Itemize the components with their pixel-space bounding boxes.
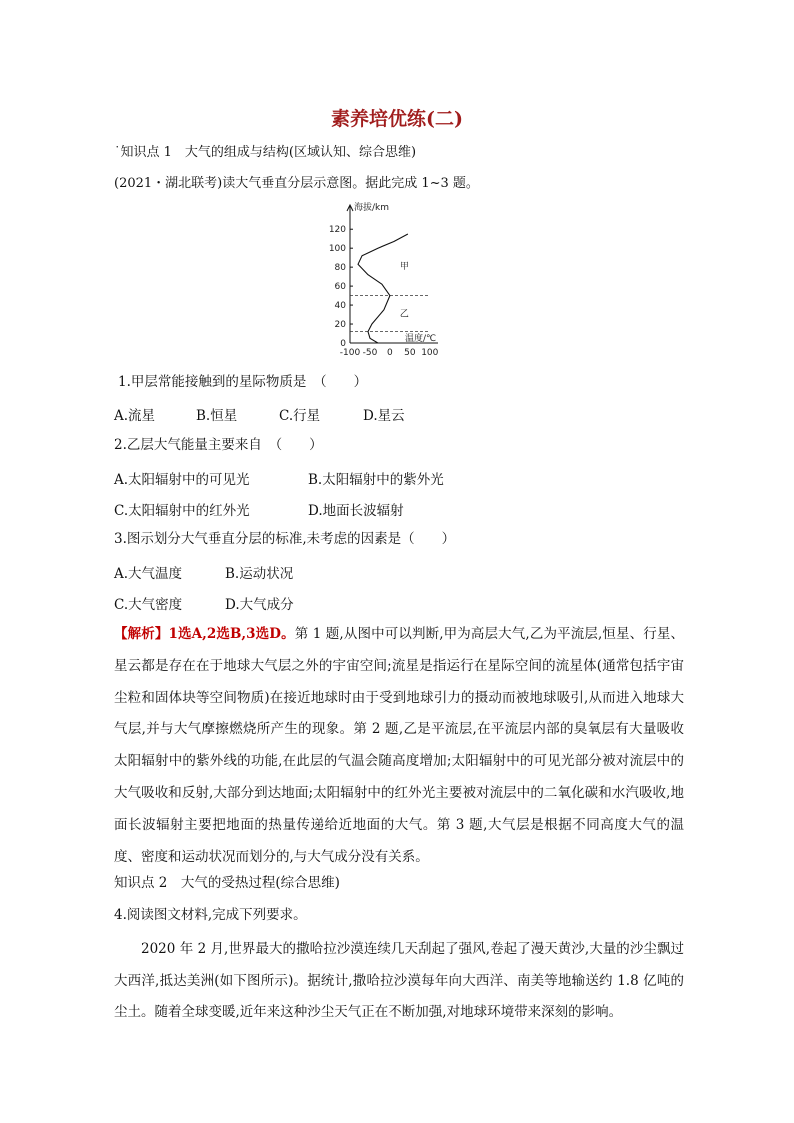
x-tick-label: -100	[339, 348, 361, 358]
q2-option-b[interactable]: B.太阳辐射中的紫外光	[308, 472, 444, 488]
y-tick-label: 60	[334, 282, 346, 293]
y-tick-label: 100	[328, 244, 346, 255]
section1-heading: ˙知识点 1 大气的组成与结构(区域认知、综合思维)	[114, 145, 417, 160]
question-1-stem: 1.甲层常能接触到的星际物质是 （ ）	[118, 374, 368, 390]
q2-option-a[interactable]: A.太阳辐射中的可见光	[114, 472, 250, 488]
question-intro: (2021・湖北联考)读大气垂直分层示意图。据此完成 1~3 题。	[114, 176, 479, 191]
layer-label: 乙	[399, 309, 409, 320]
q1-option-d[interactable]: D.星云	[363, 408, 405, 424]
analysis-tag: 【解析】	[114, 626, 169, 642]
x-axis-label: 温度/℃	[405, 334, 437, 344]
q1-option-a[interactable]: A.流星	[114, 408, 156, 424]
y-tick-label: 80	[334, 263, 346, 274]
y-axis-label: 海拔/km	[354, 203, 390, 213]
y-tick-label: 40	[334, 301, 346, 312]
q3-option-b[interactable]: B.运动状况	[225, 566, 294, 582]
q1-option-b[interactable]: B.恒星	[196, 408, 238, 424]
q1-option-c[interactable]: C.行星	[279, 408, 321, 424]
y-tick-label: 0	[340, 339, 346, 349]
x-tick-label: 50	[404, 348, 416, 358]
q2-option-d[interactable]: D.地面长波辐射	[308, 503, 404, 519]
question-4-stem: 4.阅读图文材料,完成下列要求。	[114, 907, 307, 923]
x-tick-label: -50	[362, 348, 378, 358]
question-3-stem: 3.图示划分大气垂直分层的标准,未考虑的因素是（ ）	[114, 531, 456, 547]
analysis-block	[114, 619, 684, 873]
q3-option-d[interactable]: D.大气成分	[225, 597, 294, 613]
q3-option-c[interactable]: C.大气密度	[114, 597, 183, 613]
q3-option-a[interactable]: A.大气温度	[114, 566, 183, 582]
temperature-curve	[358, 234, 408, 343]
question-4-material: 2020 年 2 月,世界最大的撒哈拉沙漠连续几天刮起了强风,卷起了漫天黄沙,大量的沙尘飘过大西洋,抵达美洲(如下图所示)。据统计,撒哈拉沙漠每年向大西洋、南美等地输送约 1.8 亿吨的尘土。随着全球变暖,近年来这种沙尘天气正在不断加强,对地球环境带来深刻的影响。	[114, 941, 684, 1020]
x-tick-label: 100	[421, 348, 439, 358]
layer-label: 甲	[399, 262, 409, 273]
y-tick-label: 20	[334, 320, 346, 331]
question-2-stem: 2.乙层大气能量主要来自 （ ）	[114, 437, 323, 453]
x-tick-label: 0	[387, 348, 393, 358]
page-title: 素养培优练(二)	[331, 108, 463, 130]
section2-heading: 知识点 2 大气的受热过程(综合思维)	[114, 875, 340, 891]
analysis-answers: 1选A,2选B,3选D。	[168, 626, 295, 642]
atmosphere-layer-chart	[328, 200, 442, 360]
y-tick-label: 120	[328, 225, 346, 236]
analysis-text: 第 1 题,从图中可以判断,甲为高层大气,乙为平流层,恒星、行星、星云都是存在在于地球大气层之外的宇宙空间;流星是指运行在星际空间的流星体(通常包括宇宙尘粒和固体块等空间物质)在接近地球时由于受到地球引力的摄动而被地球吸引,从而进入地球大气层,并与大气摩擦燃烧所产生的现象。第 2 题,乙是平流层,在平流层内部的臭氧层有大量吸收太阳辐射中的紫外线的功能,在此层的气温会随高度增加;太阳辐射中的可见光部分被对流层中的大气吸收和反射,大部分到达地面;太阳辐射中的红外光主要被对流层中的二氧化碳和水汽吸收,地面长波辐射主要把地面的热量传递给近地面的大气。第 3 题,大气层是根据不同高度大气的温度、密度和运动状况而划分的,与大气成分没有关系。	[114, 626, 685, 865]
q2-option-c[interactable]: C.太阳辐射中的红外光	[114, 503, 250, 519]
